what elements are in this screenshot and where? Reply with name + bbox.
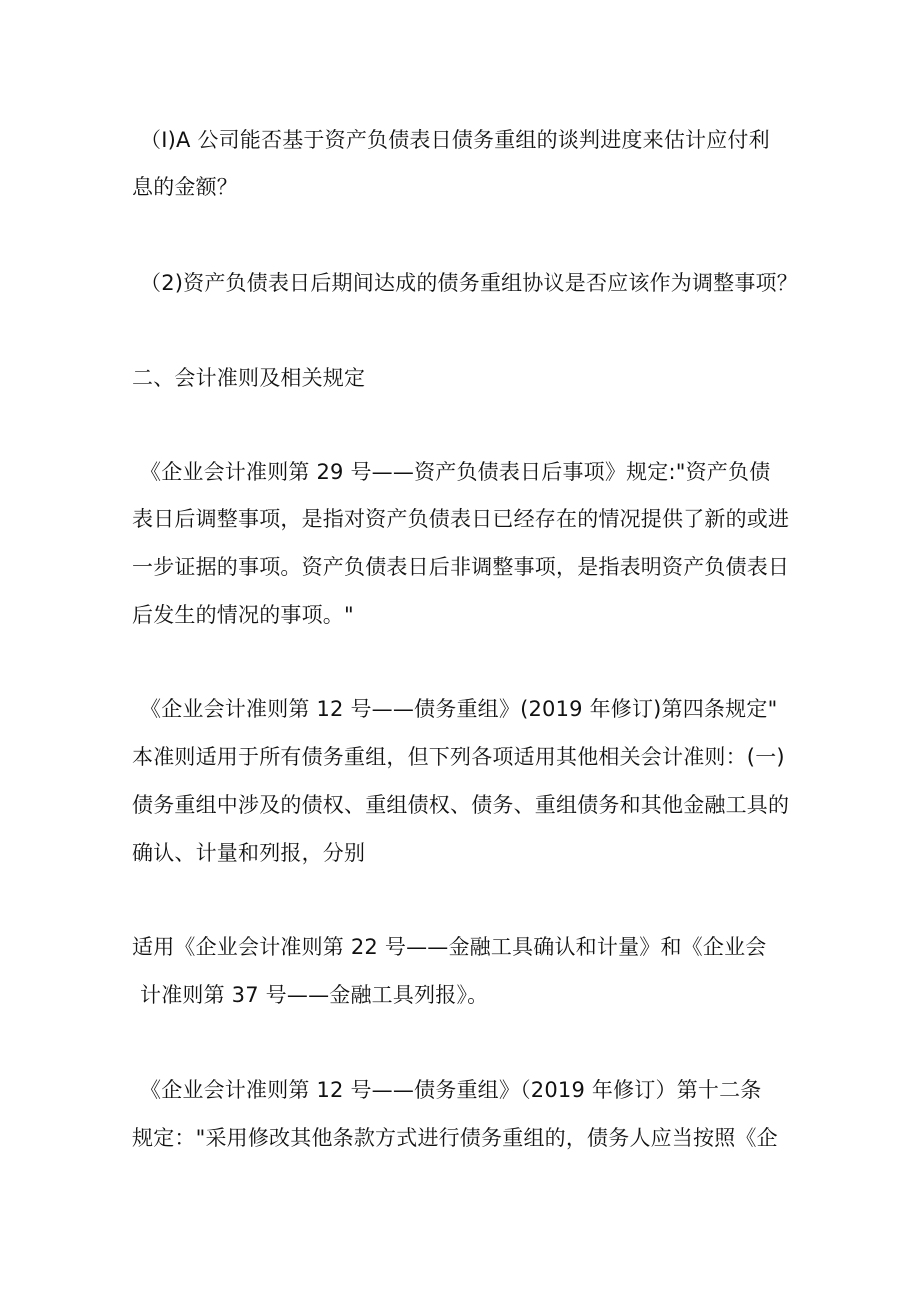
paragraph-1-line-1: 《企业会计准则第 29 号——资产负债表日后事项》规定:"资产负债	[140, 460, 771, 484]
question-1-line-1: （I)A 公司能否基于资产负债表日债务重组的谈判进度来估计应付利	[140, 128, 770, 152]
paragraph-2-line-4: 确认、计量和列报，分别	[132, 841, 366, 865]
paragraph-1-line-4: 后发生的情况的事项。"	[132, 603, 354, 627]
question-1-line-2: 息的金额？	[132, 175, 238, 199]
paragraph-2-line-2: 本准则适用于所有债务重组，但下列各项适用其他相关会计准则：(一)	[132, 745, 785, 769]
paragraph-4-line-1: 《企业会计准则第 12 号——债务重组》（2019 年修订）第十二条	[140, 1078, 762, 1102]
paragraph-1-line-2: 表日后调整事项，是指对资产负债表日已经存在的情况提供了新的或进	[132, 507, 790, 531]
paragraph-3-line-2: 计准则第 37 号——金融工具列报》。	[140, 983, 489, 1007]
paragraph-3-line-1: 适用《企业会计准则第 22 号——金融工具确认和计量》和《企业会	[132, 935, 767, 959]
section-heading: 二、会计准则及相关规定	[132, 366, 366, 390]
paragraph-2-line-3: 债务重组中涉及的债权、重组债权、债务、重组债务和其他金融工具的	[132, 793, 790, 817]
paragraph-4-line-2: 规定："采用修改其他条款方式进行债务重组的，债务人应当按照《企	[132, 1126, 778, 1150]
paragraph-2-line-1: 《企业会计准则第 12 号——债务重组》(2019 年修订)第四条规定"	[140, 697, 778, 721]
question-2-line-1: （2)资产负债表日后期间达成的债务重组协议是否应该作为调整事项？	[140, 271, 798, 295]
paragraph-1-line-3: 一步证据的事项。资产负债表日后非调整事项，是指表明资产负债表日	[132, 555, 790, 579]
